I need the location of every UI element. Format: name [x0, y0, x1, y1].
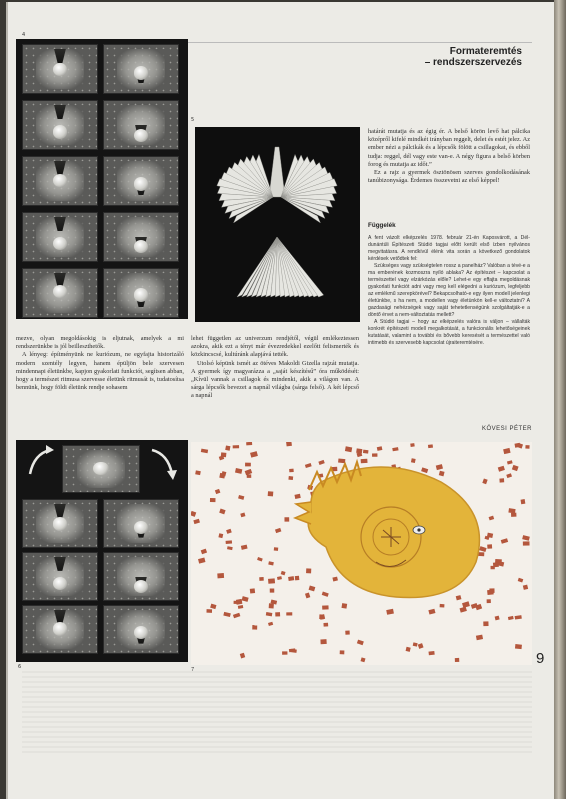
drawing-dot	[195, 470, 201, 475]
childs-drawing-sun-clock	[191, 442, 532, 665]
drawing-dot	[269, 603, 274, 608]
drawing-dot	[487, 590, 494, 595]
drawing-dot	[277, 576, 282, 580]
drawing-dot	[294, 494, 300, 499]
drawing-dot	[210, 604, 216, 609]
photo-frame	[22, 552, 98, 601]
paper-sculpture-illustration	[195, 127, 360, 322]
drawing-dot	[288, 476, 293, 480]
drawing-dot	[357, 640, 364, 646]
drawing-dot	[245, 469, 253, 475]
drawing-dot	[238, 495, 244, 500]
drawing-dot	[246, 442, 252, 445]
drawing-dot	[523, 541, 530, 545]
drawing-dot	[193, 519, 200, 524]
drawing-dot	[250, 451, 258, 458]
drawing-dot	[219, 509, 225, 515]
drawing-dot	[332, 577, 338, 582]
drawing-dot	[223, 612, 230, 617]
drawing-dot	[274, 547, 278, 551]
drawing-dot	[268, 578, 275, 583]
drawing-dot	[386, 609, 394, 615]
figure-5-paper-sculpture	[195, 127, 360, 322]
col1-paragraph-2: A lényeg: építményünk ne kuriózum, ne egyfajta historizáló modern szentély legyen, hanem épüljön bele szervesen mindennapi életünkbe, kapjon gyakorlati funkciót, segítsen abban, hogy a természet ritmusa szervesse életünk ritmusát is, tudatosítsa bennünk, hogy földi életünk rendje sohasem	[16, 351, 184, 392]
drawing-dot	[511, 513, 516, 517]
photo-frame	[22, 156, 98, 206]
photo-frame	[103, 605, 179, 654]
drawing-dot	[323, 623, 328, 627]
drawing-dot	[521, 499, 526, 504]
drawing-dot	[233, 613, 240, 619]
photo-frame	[22, 100, 98, 150]
drawing-dot	[206, 609, 212, 613]
drawing-dot	[252, 625, 257, 630]
figure-number-6: 6	[18, 664, 22, 670]
drawing-dot	[512, 465, 519, 471]
photo-frame	[103, 212, 179, 262]
drawing-dot	[257, 557, 263, 561]
appendix-paragraph-1: A fent vázolt elképzelés 1978. február 21-én Kaposvárott, a Dél-dunántúli Építészeti Stúdió tagjai előtt került első ízben nyilvános megvitatásra. A rendkívül élénk vita során a következő gondolatok kérdések vetődtek fel:	[368, 235, 530, 262]
photo-frame	[22, 268, 98, 318]
photo-frame	[103, 268, 179, 318]
section-title-line1: Formateremtés	[449, 46, 522, 57]
drawing-dot	[270, 588, 275, 592]
drawing-dot	[305, 463, 312, 468]
drawing-dot	[247, 474, 252, 478]
appendix-heading: Függelék	[368, 222, 396, 229]
drawing-dot	[305, 593, 310, 599]
drawing-dot	[286, 442, 292, 446]
drawing-dot	[268, 622, 273, 626]
drawing-dot	[288, 576, 294, 581]
drawing-dot	[319, 614, 325, 620]
drawing-dot	[377, 446, 383, 451]
drawing-dot	[345, 630, 350, 634]
column-3-text	[368, 128, 530, 185]
drawing-dot	[392, 447, 398, 451]
drawing-dot	[275, 528, 281, 533]
drawing-dot	[428, 651, 434, 655]
figure-4-photo-sequence	[16, 39, 188, 319]
drawing-dot	[413, 642, 418, 646]
col3-paragraph-2: Ez a rajz a gyermek ösztönösen szerves gondolkodásának tanúbizonysága. Érdemes összevetni az első képpel!	[368, 169, 530, 185]
drawing-dot	[268, 491, 274, 496]
drawing-dot	[201, 449, 208, 454]
drawing-dot	[487, 544, 492, 549]
drawing-dot	[487, 599, 491, 603]
column-1-text	[16, 335, 184, 392]
drawing-dot	[508, 508, 515, 513]
drawing-dot	[266, 612, 273, 616]
drawing-dot	[495, 559, 502, 563]
drawing-dot	[503, 448, 510, 454]
appendix-text	[368, 235, 530, 347]
col3-paragraph-1: határát mutatja és az égig ér. A belső körön levő hat pálcika középről kifelé mindkét irányban reggelt, delet és estét jelez. Az ember nézi a pálcikák és a lépcsők fölött a csillagokat, és ebből tudja: reggel, dél vagy este van-e. A négy figura a belső körben forog és mutatja az időt.”	[368, 128, 530, 168]
drawing-dot	[518, 578, 524, 583]
photo-frame	[103, 100, 179, 150]
drawing-dot	[462, 601, 470, 608]
drawing-dot	[201, 549, 207, 555]
photo-frame	[103, 44, 179, 94]
drawing-dot	[411, 458, 416, 463]
drawing-dot	[226, 540, 232, 544]
figure-number-4: 4	[22, 32, 26, 38]
drawing-dot	[525, 445, 529, 449]
drawing-dot	[482, 478, 487, 484]
photo-frame	[103, 156, 179, 206]
drawing-dot	[428, 609, 435, 615]
section-title	[425, 46, 522, 68]
drawing-dot	[436, 464, 443, 470]
drawing-dot	[210, 498, 216, 502]
figure-number-5: 5	[191, 117, 195, 123]
magazine-page	[6, 2, 556, 799]
author-signature: KÖVESI PÉTER	[482, 426, 533, 432]
drawing-dot	[286, 612, 292, 615]
drawing-dot	[418, 643, 424, 649]
drawing-dot	[250, 588, 255, 593]
drawing-dot	[227, 546, 233, 550]
drawing-dot	[372, 453, 377, 456]
drawing-dot	[242, 596, 249, 602]
drawing-dot	[508, 616, 514, 620]
drawing-dot	[340, 650, 345, 654]
photo-frame	[103, 499, 179, 548]
drawing-dot	[456, 595, 462, 600]
photo-frame	[22, 499, 98, 548]
drawing-dot	[523, 585, 528, 590]
drawing-dot	[515, 615, 522, 619]
drawing-dot	[460, 607, 467, 613]
page-number: 9	[536, 650, 545, 667]
drawing-dot	[241, 545, 248, 550]
drawing-dot	[268, 561, 274, 565]
drawing-dot	[217, 573, 224, 578]
header-rule	[188, 42, 532, 43]
drawing-dot	[506, 473, 512, 478]
drawing-dot	[479, 546, 486, 552]
drawing-dot	[225, 445, 230, 450]
drawing-dot	[421, 467, 428, 473]
drawing-dot	[363, 450, 369, 454]
drawing-dot	[281, 571, 286, 576]
drawing-dot	[507, 460, 513, 464]
drawing-dot	[410, 443, 414, 447]
page-edge-shadow	[554, 0, 566, 799]
drawing-dot	[198, 557, 205, 563]
drawing-dot	[322, 592, 329, 597]
drawing-dot	[322, 605, 328, 609]
col2-paragraph-1: lehet független az univerzum rendjétől, végül emlékeztessen azokra, akik ezt a tényt már évezredekkel ezelőtt felismerték és közkincscsé, kultúránk alapjává tették.	[191, 335, 359, 359]
drawing-dot	[215, 489, 221, 494]
drawing-dot	[259, 577, 264, 581]
drawing-dot	[439, 471, 445, 477]
column-2-text	[191, 335, 359, 401]
drawing-dot	[493, 562, 499, 567]
drawing-dot	[295, 576, 300, 581]
drawing-dot	[289, 469, 294, 473]
drawing-dot	[501, 538, 508, 544]
figure-6-photo-sequence	[16, 440, 188, 662]
drawing-dot	[275, 612, 280, 616]
drawing-dot	[498, 466, 505, 472]
figure-number-7: 7	[191, 667, 195, 673]
drawing-dot	[238, 605, 243, 609]
drawing-dot	[309, 585, 316, 591]
photo-frame	[62, 445, 140, 493]
drawing-dot	[483, 621, 488, 626]
col1-paragraph-1: mezve, olyan megoldásokig is eljutnak, amelyek a mi rendszerünkbe is jól beilleszthetők.	[16, 335, 184, 351]
appendix-paragraph-3: A Stúdió tagjai – hogy az elképzelés valóra is váljon – vállalták konkrét építészeti modell megalkotását, a funkcionális lehetőségeinek kutatását, valamint a további és bővebb keresését a természettel való intimebb és szervesebb kapcsolat újraiteremtésére.	[368, 319, 530, 346]
drawing-dot	[218, 533, 223, 538]
drawing-dot	[515, 644, 522, 649]
drawing-dot	[245, 463, 251, 467]
drawing-dot	[428, 444, 433, 448]
drawing-dot	[240, 653, 245, 659]
drawing-dot	[522, 535, 530, 541]
appendix-paragraph-2: Szükséges vagy szükségtelen rossz a panelház? Valóban a tévé-e a ma emberének kozmoszra nyíló ablaka? Az építészet – kapcsolat a természettel vagy elzárkózás előle? Lehet-e egy effajta megoldásnak gyakorlati funkciót adni vagy meg kell elégedni a kuriózum, legfeljebb az emlékmű szerepkörével? Bekapcsolható-e egy ilyen modell jelenlegi életünkbe, s ha nem, a modellen vagy életünkön kell-e változtatni? A gazdasági nehézségek vagy saját tehetetlenségünk szolgáltatják-e a döntő érvet a nem-változtatás mellett?	[368, 263, 530, 318]
drawing-dot	[318, 460, 324, 465]
drawing-dot	[284, 517, 289, 521]
drawing-dot	[476, 635, 483, 641]
drawing-dot	[489, 516, 495, 521]
drawing-dot	[345, 446, 352, 452]
photo-frame	[22, 605, 98, 654]
drawing-dot	[495, 616, 500, 621]
drawing-dot	[320, 639, 326, 644]
drawing-dot	[191, 511, 196, 517]
section-title-line2: – rendszerszervezés	[424, 57, 522, 68]
drawing-dot	[240, 513, 245, 518]
drawing-dot	[360, 657, 365, 662]
drawing-dot	[440, 604, 445, 608]
drawing-dot	[361, 459, 368, 464]
drawing-dot	[341, 603, 347, 609]
drawing-dot	[338, 458, 345, 463]
col2-paragraph-2: Utolsó képünk ismét az ötéves Makoldi Gizella rajzát mutatja. A gyermek így magyarázza a „saját készítésű” óra működését: „Kívül vannak a csillagok és mindenki, akik a világon van. A sárga lépcsők bevezet a napnál világba (sárga felső). A két lépcső a napnál	[191, 359, 359, 400]
drawing-dot	[233, 445, 239, 448]
show-through-from-next-page	[22, 668, 532, 756]
drawing-dot	[235, 468, 242, 474]
drawing-dot	[236, 599, 242, 605]
photo-frame	[103, 552, 179, 601]
drawing-dot	[455, 658, 460, 662]
drawing-dot	[306, 568, 311, 573]
drawing-dot	[226, 529, 232, 534]
drawing-dot	[356, 448, 362, 453]
drawing-dot	[282, 651, 287, 654]
drawing-dot	[406, 647, 411, 652]
figure-7-childs-drawing	[191, 442, 532, 665]
photo-frame	[22, 44, 98, 94]
photo-frame	[22, 212, 98, 262]
drawing-dot	[499, 478, 504, 482]
